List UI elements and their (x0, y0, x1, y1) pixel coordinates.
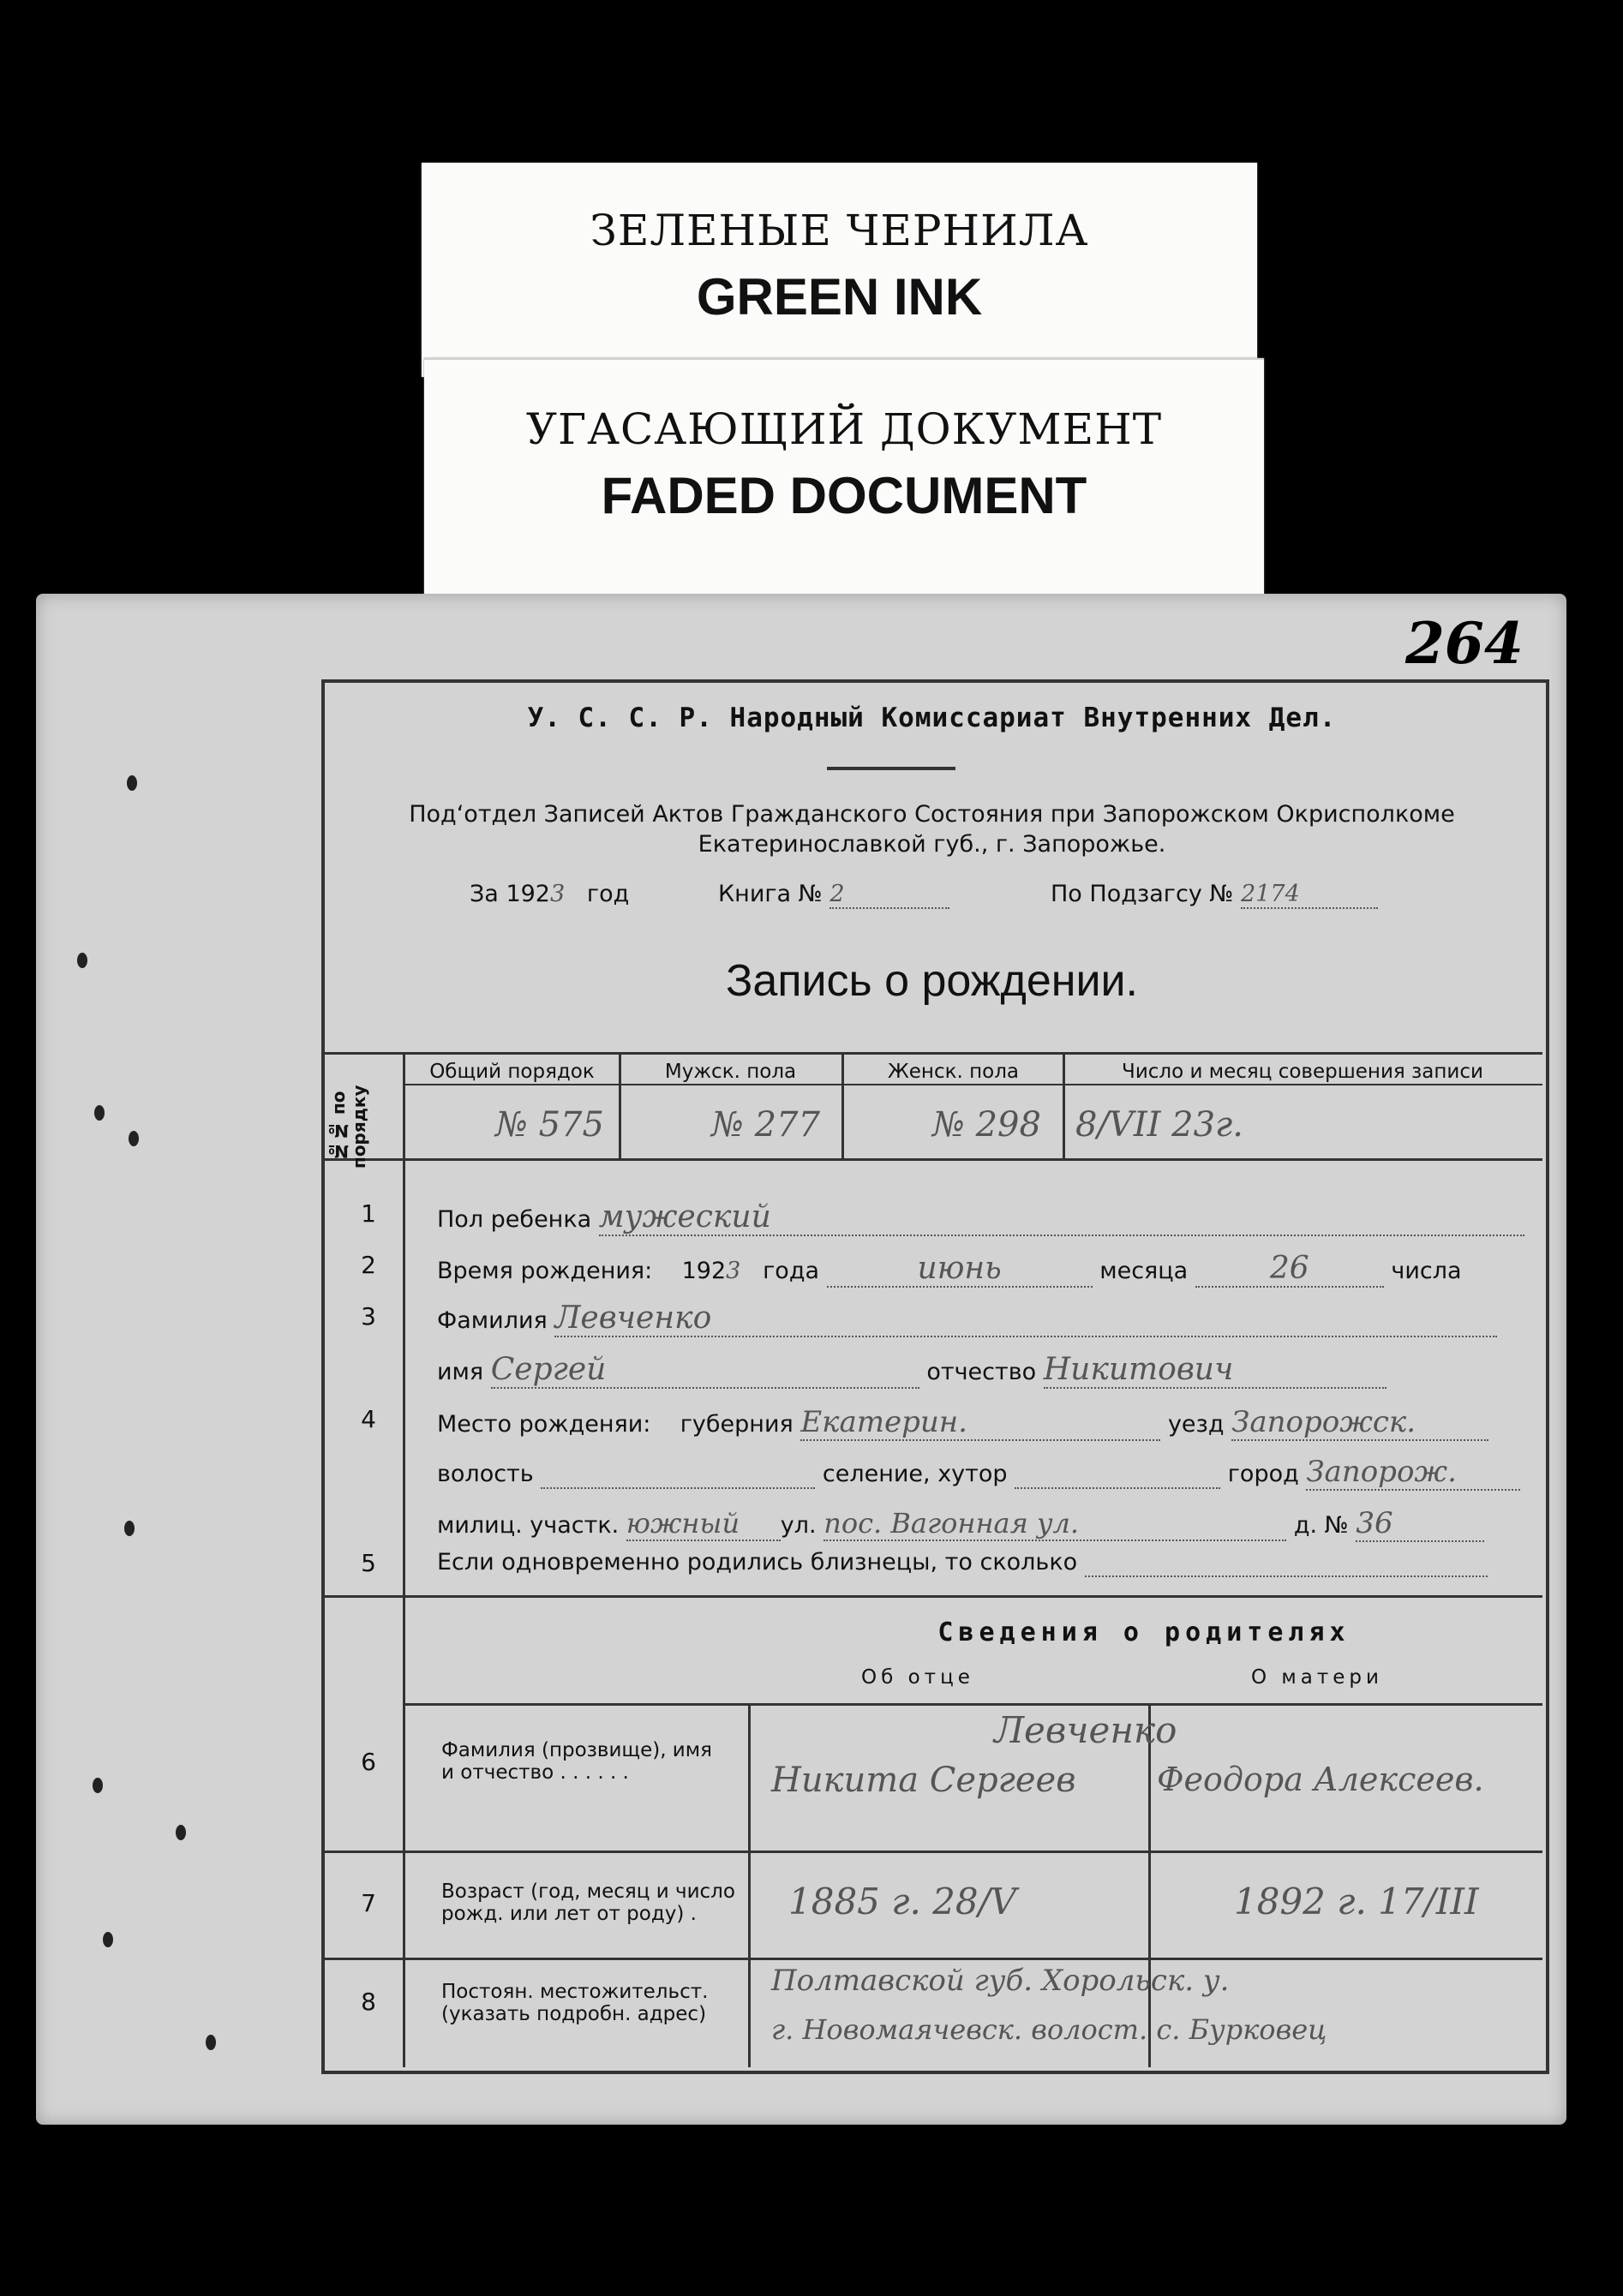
header-ministry: У. С. С. Р. Народный Комиссариат Внутренних Дел. (527, 703, 1337, 733)
male-column-label: Мужск. пола (664, 1061, 797, 1083)
row-number: 8 (361, 1988, 376, 2016)
twins-field: Если одновременно родились близнецы, то сколько (437, 1549, 1488, 1577)
binding-hole (124, 1521, 135, 1536)
father-age-value: 1885 г. 28/V (788, 1880, 1017, 1922)
binding-hole (127, 775, 137, 791)
mother-column-label: О матери (1251, 1666, 1383, 1689)
row-number: 6 (361, 1748, 376, 1776)
residence-value-line1: Полтавской губ. Хорольск. у. (771, 1964, 1230, 1998)
parents-surname-value: Левченко (994, 1709, 1177, 1751)
book-field: Книга № 2 (718, 881, 949, 909)
record-date-value: 8/VII 23г. (1075, 1105, 1243, 1145)
year-field: За 1923 год (470, 881, 630, 907)
residence-value-line2: г. Новомаячевск. волост. с. Бурковец (771, 2013, 1327, 2046)
subzags-field: По Подзагсу № 2174 (1051, 881, 1378, 909)
male-order-value: № 277 (711, 1105, 820, 1145)
mother-age-value: 1892 г. 17/III (1234, 1880, 1479, 1922)
name-patronymic-field: имя Сергей отчество Никитович (437, 1352, 1386, 1389)
parent-age-label: Возраст (год, месяц и число рожд. или лет от роду) . (441, 1880, 735, 1925)
header-location: Екатеринославкой губ., г. Запорожье. (698, 831, 1166, 858)
surname-field: Фамилия Левченко (437, 1300, 1497, 1337)
general-order-value: № 575 (495, 1105, 604, 1145)
faded-document-card (424, 358, 1264, 600)
table-top-rule (321, 1052, 1542, 1055)
binding-hole (176, 1825, 186, 1840)
parents-section-title: Сведения о родителях (937, 1617, 1351, 1647)
faded-document-en: FADED DOCUMENT (601, 467, 1087, 524)
mother-name-value: Феодора Алексеев. (1157, 1761, 1484, 1798)
row-number-divider (403, 1052, 405, 2067)
female-column-label: Женск. пола (887, 1061, 1020, 1083)
row-number: 5 (361, 1549, 376, 1577)
row-number: 4 (361, 1405, 376, 1433)
father-column-divider (748, 1703, 751, 2067)
green-ink-ru: ЗЕЛЕНЫЕ ЧЕРНИЛА (590, 206, 1089, 255)
father-column-label: Об отце (861, 1666, 974, 1689)
order-column-label: №№ по порядку (328, 1085, 369, 1169)
binding-hole (129, 1131, 139, 1146)
faded-document-ru: УГАСАЮЩИЙ ДОКУМЕНТ (525, 404, 1163, 454)
header-divider (827, 767, 955, 770)
row-number: 7 (361, 1889, 376, 1917)
date-column-label: Число и месяц совершения записи (1122, 1061, 1483, 1083)
birthplace-field: Место рожденяи: губерния Екатерин. уезд Запорожск. (437, 1405, 1488, 1441)
row-number: 1 (361, 1199, 376, 1228)
parents-section-rule (321, 1595, 1542, 1598)
birth-time-field: Время рождения: 1923 года июнь месяца 26 числа (437, 1251, 1462, 1286)
binding-hole (93, 1778, 103, 1793)
general-order-label: Общий порядок (429, 1061, 595, 1083)
table-header-rule (321, 1158, 1542, 1161)
green-ink-card (422, 163, 1257, 377)
volost-village-city-field: волость селение, хутор город Запорож. (437, 1455, 1520, 1491)
female-order-value: № 298 (932, 1105, 1041, 1145)
binding-hole (206, 2035, 216, 2050)
row-number: 2 (361, 1251, 376, 1279)
header-department: Под‘отдел Записей Актов Гражданского Состояния при Запорожском Окрисполкоме (409, 801, 1455, 828)
binding-hole (77, 953, 87, 968)
child-sex-field: Пол ребенка мужеский (437, 1199, 1524, 1236)
address-field: милиц. участк. южный ул. пос. Вагонная ул. д. № 36 (437, 1506, 1484, 1542)
binding-hole (94, 1105, 105, 1121)
father-name-value: Никита Сергеев (771, 1761, 1076, 1800)
form-title: Запись о рождении. (726, 956, 1138, 1006)
green-ink-en: GREEN INK (696, 268, 983, 326)
page-number: 264 (1405, 610, 1524, 677)
binding-hole (103, 1932, 113, 1947)
parent-name-label: Фамилия (прозвище), имя и отчество . . . . . . (441, 1739, 712, 1784)
row-number: 3 (361, 1302, 376, 1330)
parent-residence-label: Постоян. местожительст. (указать подробн. адрес) (441, 1981, 709, 2025)
